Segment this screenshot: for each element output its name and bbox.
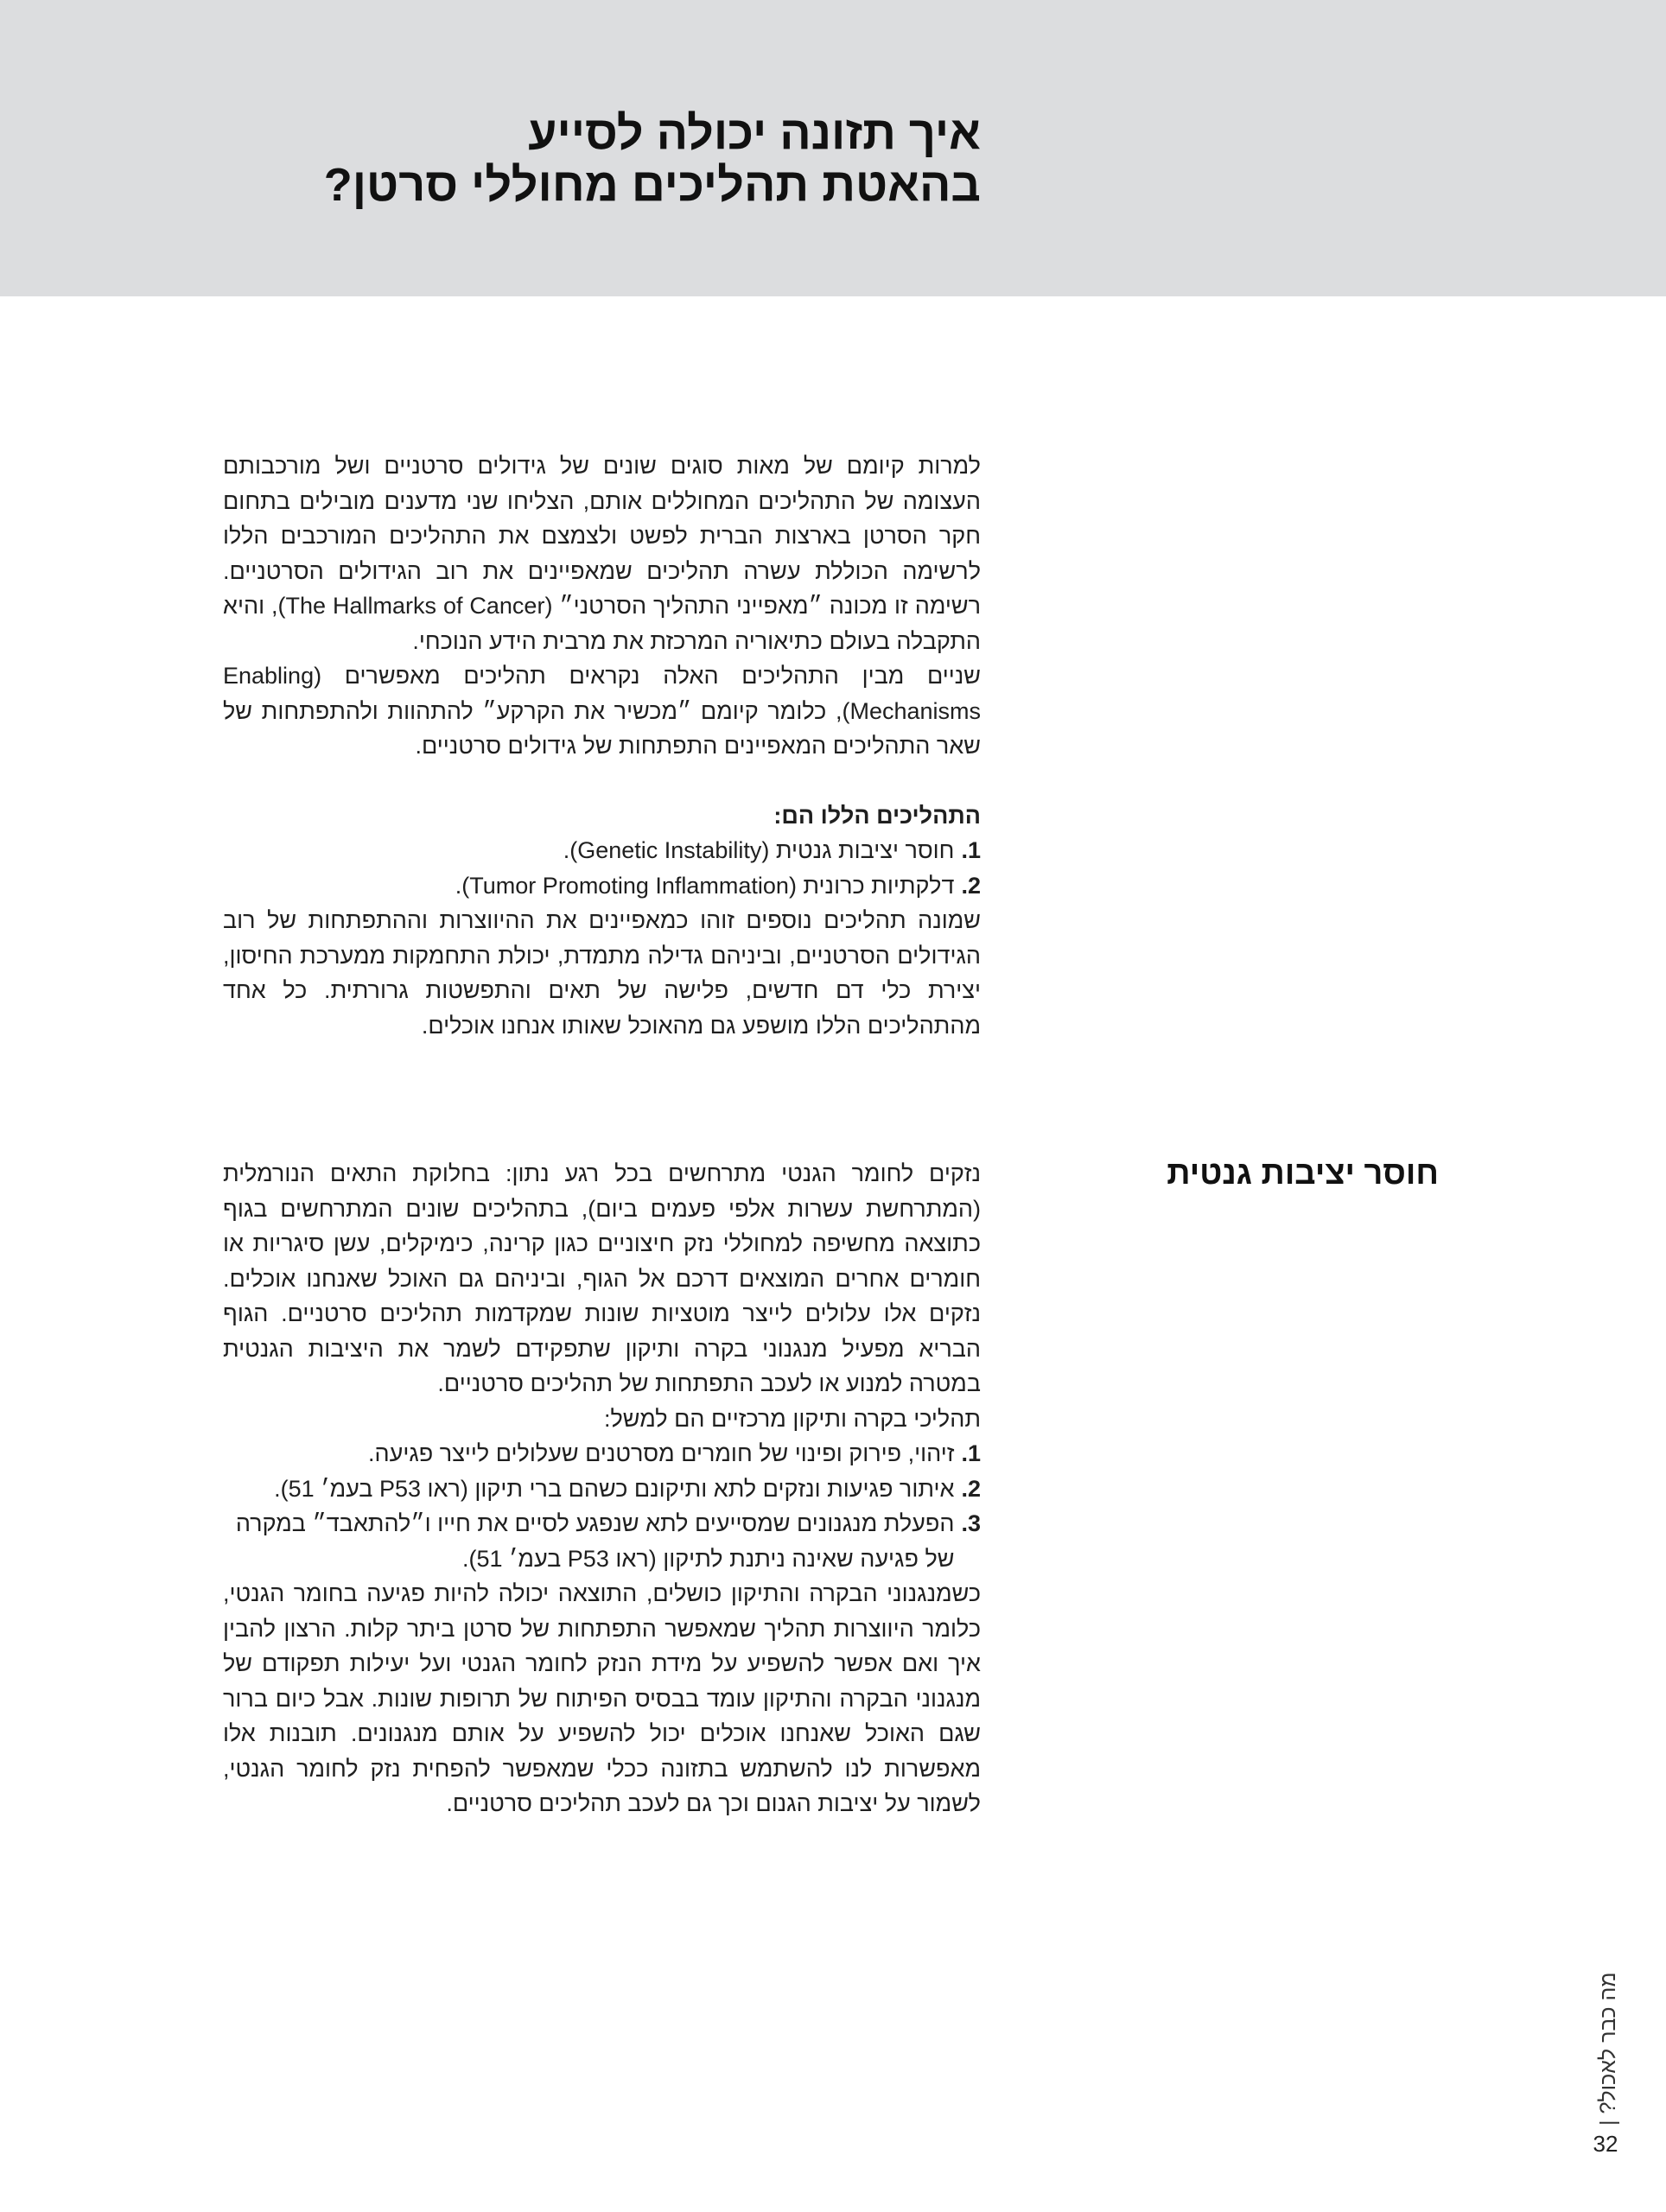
page-number: 32 — [1593, 2131, 1618, 2157]
list-item-number: 1. — [961, 1440, 981, 1466]
intro-paragraph-1: למרות קיומם של מאות סוגים שונים של גידולים סרטניים ושל מורכבותם העצומה של התהליכים המחוללים אותם, הצליחו שני מדענים מובילים בתחום חקר הסרטן בארצות הברית לפשט ולצמצם את התהליכים המורכבים הללו לרשימה הכוללת עשרה תהליכים שמאפיינים את רוב הגידולים הסרטניים. רשימה זו מכונה ״מאפייני התהליך הסרטני״ (The Hallmarks of Cancer), והיא התקבלה בעולם כתיאוריה המרכזת את מרבית הידע הנוכחי. — [223, 453, 981, 654]
list-item — [223, 1506, 981, 1576]
section-list — [223, 1436, 981, 1576]
list-item-text: הפעלת מנגנונים שמסייעים לתא שנפגע לסיים את חייו ו״להתאבד״ במקרה של פגיעה שאינה ניתנת לתיקון (ראו P53 בעמ׳ 51). — [235, 1510, 955, 1572]
intro-list — [223, 833, 981, 903]
intro-paragraph-2: שניים מבין התהליכים האלה נקראים תהליכים מאפשרים (Enabling Mechanisms), כלומר קיומם ״מכשיר את הקרקע״ להתהוות ולהתפתחות של שאר התהליכים המאפיינים התפתחות של גידולים סרטניים. — [223, 663, 981, 759]
running-head — [1580, 1901, 1631, 2126]
running-head-text — [1595, 1901, 1621, 2126]
page-title-line1: איך תזונה יכולה לסייע — [528, 107, 981, 159]
section-paragraph-2: כשמנגנוני הבקרה והתיקון כושלים, התוצאה יכולה להיות פגיעה בחומר הגנטי, כלומר היווצרות תהליך שמאפשר התפתחות של סרטן ביתר קלות. הרצון להבין איך ואם אפשר להשפיע על מידת הנזק לחומר הגנטי ועל יעילות תפקודם של מנגנוני הבקרה והתיקון עומד בבסיס הפיתוח של תרופות שונות. אבל כיום ברור שגם האוכל שאנחנו אוכלים יכול להשפיע על אותם מנגנונים. תובנות אלו מאפשרות לנו להשתמש בתזונה ככלי שמאפשר להפחית נזק לחומר הגנטי, לשמור על יציבות הגנום וכך גם לעכב תהליכים סרטניים. — [223, 1580, 981, 1816]
page-title — [203, 107, 981, 211]
list-item — [223, 868, 981, 904]
list-item-number: 2. — [961, 872, 981, 899]
section-heading: חוסר יציבות גנטית — [1167, 1155, 1439, 1192]
intro-text — [223, 448, 981, 1043]
list-item — [223, 1436, 981, 1471]
spacer — [223, 764, 981, 798]
section-paragraph-1: נזקים לחומר הגנטי מתרחשים בכל רגע נתון: בחלוקת התאים הנורמלית (המתרחשת עשרות אלפי פעמים ביום), בתהליכים שונים המתרחשים בגוף כתוצאה מחשיפה למחוללי נזק חיצוניים כגון קרינה, כימיקלים, עשן סיגריות או חומרים אחרים המוצאים דרכם אל הגוף, וביניהם גם האוכל שאנחנו אוכלים. נזקים אלו עלולים לייצר מוטציות שונות שמקדמות תהליכים סרטניים. הגוף הבריא מפעיל מנגנוני בקרה ותיקון שתפקידם לשמר את היציבות הגנטית במטרה למנוע או לעכב התפתחות של תהליכים סרטניים. — [223, 1160, 981, 1396]
list-item — [223, 1471, 981, 1507]
list-item-text: חוסר יציבות גנטית (Genetic Instability). — [563, 837, 955, 863]
list-item-number: 3. — [961, 1510, 981, 1536]
list-item-text: דלקתיות כרונית (Tumor Promoting Inflammation). — [455, 872, 955, 899]
list-item-number: 1. — [961, 837, 981, 863]
list-item-text: איתור פגיעות ונזקים לתא ותיקונם כשהם ברי תיקון (ראו P53 בעמ׳ 51). — [274, 1475, 955, 1502]
intro-list-heading: התהליכים הללו הם: — [773, 802, 981, 829]
section-list-intro: תהליכי בקרה ותיקון מרכזיים הם למשל: — [604, 1405, 981, 1432]
intro-paragraph-3: שמונה תהליכים נוספים זוהו כמאפיינים את ההיווצרות וההתפתחות של רוב הגידולים הסרטניים, וביניהם גדילה מתמדת, יכולת התחמקות ממערכת החיסון, יצירת כלי דם חדשים, פלישה של תאים והתפשטות גרורתית. כל אחד מהתהליכים הללו מושפע גם מהאוכל שאותו אנחנו אוכלים. — [223, 907, 981, 1039]
list-item — [223, 833, 981, 868]
running-head-separator: | — [1596, 2120, 1620, 2126]
section-text — [223, 1156, 981, 1821]
running-head-title: מה כבר לאכול? — [1596, 1972, 1620, 2114]
list-item-number: 2. — [961, 1475, 981, 1502]
list-item-text: זיהוי, פירוק ופינוי של חומרים מסרטנים שעלולים לייצר פגיעה. — [368, 1440, 955, 1466]
page-title-line2: בהאטת תהליכים מחוללי סרטן? — [323, 159, 981, 211]
